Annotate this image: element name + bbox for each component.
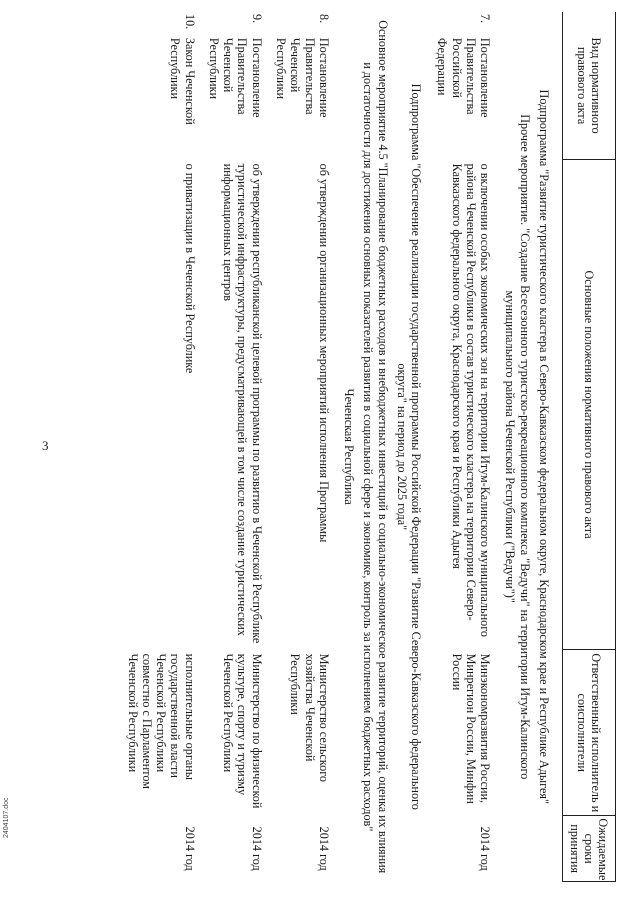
act-provisions: об утверждении организационных мероприятий исполнения Программы (316, 163, 331, 543)
document-body (56, 12, 616, 882)
act-executor: Министерство сельского хозяйства Чеченской Республики (288, 653, 331, 782)
section-measure-row (359, 12, 393, 882)
section-region-row (340, 12, 359, 882)
act-term: 2014 год (478, 826, 493, 871)
act-term: 2014 год (182, 826, 197, 871)
file-code: 2404107.doc (3, 797, 10, 838)
table-header-row (563, 12, 616, 882)
act-executor: Минэкономразвития России, Минрегион России, Минфин России (449, 653, 493, 804)
header-executor: Ответственный исполнитель и соисполнители (563, 650, 616, 816)
page-number: 3 (42, 438, 49, 453)
measure-title: Прочее мероприятие. "Создание Всесезонного туристско-рекреационного комплекса "Ведучи" на территории Итум-Калинского муниципального района Чеченской Республики ("Ведучи")" (503, 114, 532, 780)
act-executor: исполнительные органы государственной власти Чеченской Республики совместно с Парламентом Чеченской Республики (125, 653, 197, 789)
legal-acts-table (124, 12, 616, 882)
table-row (434, 12, 493, 882)
act-type: Постановление Правительства Чеченской Республики (206, 37, 264, 118)
section-title-row (535, 12, 554, 882)
act-type: Постановление Правительства Чеченской Республики (274, 37, 331, 118)
header-main-provisions: Основные положения нормативного правового акта (563, 160, 616, 650)
act-type: Постановление Правительства Российской Федерации (435, 37, 493, 118)
header-act-type: Вид нормативного правового акта (563, 12, 616, 160)
act-type: Закон Чеченской Республики (168, 37, 197, 125)
act-executor: Министерство по физической культуре, спорту и туризму Чеченской Республики (221, 653, 264, 809)
section-measure-row (501, 12, 535, 882)
subprogram-title: Подпрограмма "Обеспечение реализации государственной программы Российской Федерации "Развитие Северо-Кавказского федерального округа" на период до 2025 года" (394, 83, 424, 810)
section-title-row (393, 12, 427, 882)
row-number: 7. (478, 14, 493, 24)
region-title: Чеченская Республика (342, 388, 357, 505)
act-term: 2014 год (316, 826, 331, 871)
table-row (206, 12, 265, 882)
subprogram-title: Подпрограмма "Развитие туристического кластера в Северо-Кавказском федеральном округе, Краснодарском крае и Республике Адыгея" (537, 89, 551, 804)
act-term: 2014 год (249, 826, 264, 871)
act-provisions: о приватизации в Чеченской Республике (182, 163, 197, 374)
row-number: 9. (249, 14, 264, 24)
measure-title: Основное мероприятие 4.5 "Планирование бюджетных расходов и внебюджетных инвестиций в социально-экономическое развитие территорий, оценка их влияния и достаточности для достижения основных показателей развития в социальной сфере и экономике, контроль за исполнением бюджетных расходов" (361, 20, 390, 874)
header-term: Ожидаемые сроки принятия (563, 816, 616, 882)
act-provisions: о включении особых экономических зон на территории Итум-Калинского муниципального района Чеченской Республики в состав туристического кластера на территории Северо-Кавказского федерального округа, Краснодарского края и Республики Адыгея (449, 163, 493, 638)
row-number: 10. (182, 14, 197, 30)
act-provisions: об утверждении республиканской целевой программы по развитию в Чеченской Республике туристической инфраструктуры, предусматривающей в том числе создание туристических информационных центров (221, 163, 264, 644)
table-row (124, 12, 197, 882)
table-row (273, 12, 332, 882)
row-number: 8. (316, 14, 331, 24)
